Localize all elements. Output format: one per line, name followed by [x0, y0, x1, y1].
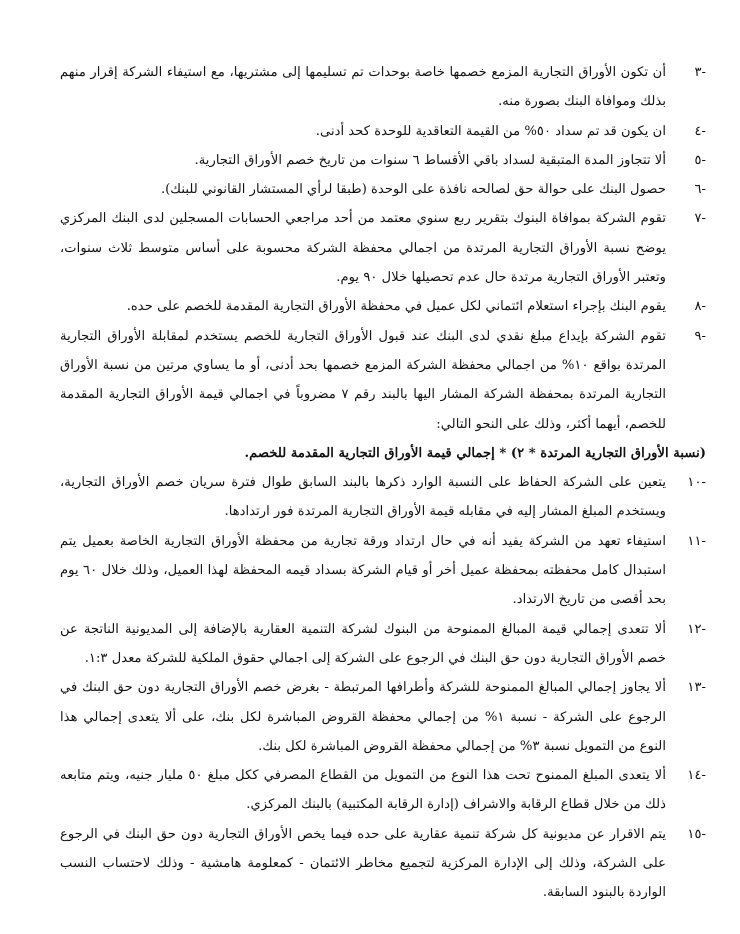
- item-number: -١٠: [687, 475, 706, 491]
- list-item: [60, 204, 706, 292]
- item-text: يتم الاقرار عن مديونية كل شركة تنمية عقارية على حده فيما يخص الأوراق التجارية دون حق البنك في الرجوع على الشركة، وذلك إلى الإدارة المركزية لتجميع مخاطر الائتمان - كمعلومة هامشية - وذلك لاحتساب النسب الواردة بالبنود السابقة.: [60, 826, 666, 901]
- list-item: [60, 615, 706, 674]
- item-number: -٨: [694, 299, 706, 315]
- item-text: يقوم البنك بإجراء استعلام ائتماني لكل عميل في محفظة الأوراق التجارية المقدمة للخصم على حده.: [126, 299, 666, 315]
- item-number: -٥: [694, 152, 706, 168]
- item-text: أن تكون الأوراق التجارية المزمع خصمها خاصة بوحدات تم تسليمها إلى مشتريها، مع استيفاء الشركة إقرار منهم بذلك وموافاة البنك بصورة منه.: [60, 65, 666, 110]
- list-item: [60, 322, 706, 439]
- item-number: -١١: [687, 533, 706, 549]
- item-number: -٩: [694, 328, 706, 344]
- list-item: [60, 820, 706, 908]
- item-number: -١٤: [687, 768, 706, 784]
- formula-heading: (نسبة الأوراق التجارية المرتدة * ٢) * إجمالي قيمة الأوراق التجارية المقدمة للخصم.: [244, 445, 706, 461]
- document-body: [60, 58, 706, 908]
- list-item: [60, 527, 706, 615]
- list-item: [60, 468, 706, 527]
- item-text: ان يكون قد تم سداد ٥٠% من القيمة التعاقدية للوحدة كحد أدنى.: [315, 123, 666, 139]
- item-text: ألا تتجاوز المدة المتبقية لسداد باقي الأقساط ٦ سنوات من تاريخ خصم الأوراق التجارية.: [194, 152, 666, 168]
- item-text: ألا تتعدى إجمالي قيمة المبالغ الممنوحة من البنوك لشركة التنمية العقارية بالإضافة إلى المديونية الناتجة عن خصم الأوراق التجارية دون حق البنك في الرجوع على الشركة إلى اجمالي حقوق الملكية للشركة معدل ١:٣.: [60, 621, 666, 666]
- item-number: -٤: [694, 123, 706, 139]
- list-item: [60, 175, 706, 204]
- item-text: تقوم الشركة بإيداع مبلغ نقدي لدى البنك عند قبول الأوراق التجارية للخصم يستخدم لمقابلة الأوراق التجارية المرتدة بواقع ١٠% من اجمالي محفظة الشركة المزمع خصمها بحد أدنى، أو ما يساوي مرتين من نسبة الأوراق التجارية المرتدة بمحفظة الشركة المشار اليها بالبند رقم ٧ مضروباً في اجمالي قيمة الأوراق التجارية المقدمة للخصم، أيهما أكثر، وذلك على النحو التالي:: [60, 328, 667, 432]
- item-text: حصول البنك على حوالة حق لصالحه نافذة على الوحدة (طبقا لرأي المستشار القانوني للبنك).: [160, 182, 666, 198]
- item-number: -٦: [694, 182, 706, 198]
- list-item: [60, 673, 706, 761]
- item-number: -١٣: [687, 680, 706, 696]
- list-item: [60, 761, 706, 820]
- list-item: [60, 292, 706, 321]
- item-text: تقوم الشركة بموافاة البنوك بتقرير ربع سنوي معتمد من أحد مراجعي الحسابات المسجلين لدى البنك المركزي يوضح نسبة الأوراق التجارية المرتدة من اجمالي محفظة الشركة محسوبة على أساس متوسط ثلاث سنوات، وتعتبر الأوراق التجارية مرتدة حال عدم تحصيلها خلال ٩٠ يوم.: [60, 211, 666, 286]
- item-number: -١٢: [687, 621, 706, 637]
- item-number: -٣: [694, 65, 706, 80]
- item-text: ألا يتعدى المبلغ الممنوح تحت هذا النوع من التمويل من القطاع المصرفي ككل مبلغ ٥٠ مليار جنيه، ويتم متابعه ذلك من خلال قطاع الرقابة والاشراف (إدارة الرقابة المكتبية) بالبنك المركزي.: [60, 768, 666, 813]
- list-item: [60, 117, 706, 146]
- item-number: -١٥: [687, 826, 706, 842]
- item-text: استيفاء تعهد من الشركة يفيد أنه في حال ارتداد ورقة تجارية من محفظة الأوراق التجارية الخاصة بعميل يتم استبدال كامل محفظته بمحفظة عميل أخر أو قيام الشركة بسداد قيمه المحفظة لهذا العميل، وذلك خلال ٦٠ يوم بحد أقصى من تاريخ الارتداد.: [60, 533, 666, 608]
- item-text: يتعين على الشركة الحفاظ على النسبة الوارد ذكرها بالبند السابق طوال فترة سريان خصم الأوراق التجارية، ويستخدم المبلغ المشار إليه في مقابله قيمة الأوراق التجارية المرتدة فور ارتدادها.: [60, 475, 666, 520]
- list-item: [60, 146, 706, 175]
- item-number: -٧: [694, 211, 706, 227]
- item-text: ألا يجاوز إجمالي المبالغ الممنوحة للشركة وأطرافها المرتبطة - بغرض خصم الأوراق التجارية دون حق البنك في الرجوع على الشركة - نسبة ١% من إجمالي محفظة القروض المباشرة لكل بنك، على ألا يتعدى إجمالي هذا النوع من التمويل نسبة ٣% من إجمالي محفظة القروض المباشرة لكل بنك.: [60, 680, 666, 754]
- list-item: [60, 58, 706, 117]
